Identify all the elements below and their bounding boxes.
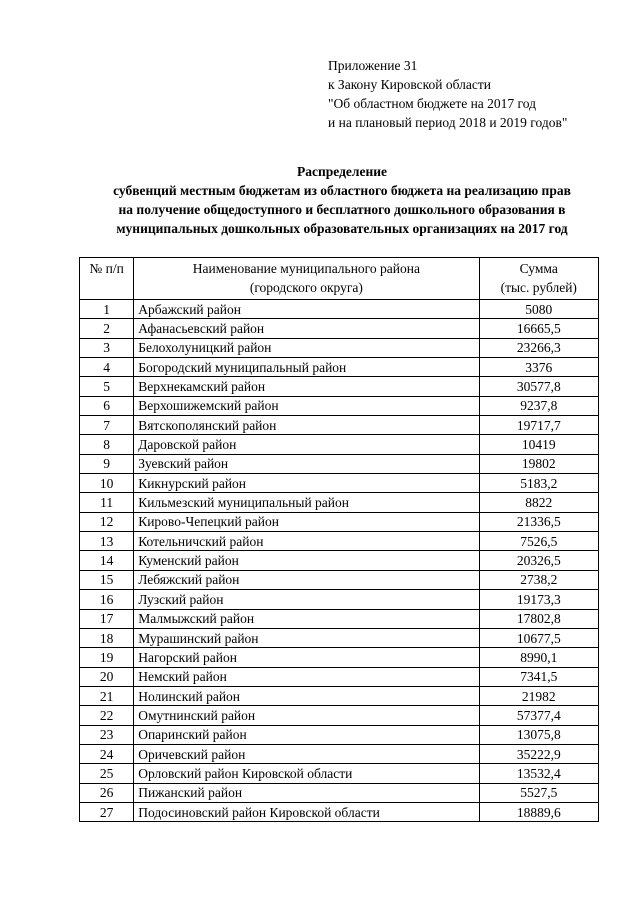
header-amount [479,258,598,300]
table-row [80,300,599,319]
district-name-cell: Котельничский район [134,532,479,551]
appendix-line: Приложение 31 [328,58,418,73]
appendix-reference [328,56,567,132]
table-row [80,802,599,821]
table-row [80,570,599,589]
row-number-cell: 4 [80,358,134,377]
table-row [80,744,599,763]
district-name-cell: Малмыжский район [134,609,479,628]
row-number-cell: 11 [80,493,134,512]
table-row [80,435,599,454]
table-row [80,667,599,686]
row-number-cell: 14 [80,551,134,570]
district-name-cell: Орловский район Кировской области [134,764,479,783]
row-number-cell: 25 [80,764,134,783]
table-row [80,454,599,473]
row-number-cell: 22 [80,706,134,725]
district-name-cell: Верхошижемский район [134,396,479,415]
table-row [80,706,599,725]
table-row [80,725,599,744]
amount-cell: 19173,3 [479,590,598,609]
amount-cell: 19802 [479,454,598,473]
row-number-cell: 23 [80,725,134,744]
table-body [80,300,599,822]
amount-cell: 7341,5 [479,667,598,686]
district-name-cell: Омутнинский район [134,706,479,725]
table-row [80,532,599,551]
amount-cell: 10677,5 [479,628,598,647]
amount-cell: 8822 [479,493,598,512]
amount-cell: 18889,6 [479,802,598,821]
row-number-cell: 26 [80,783,134,802]
district-name-cell: Кикнурский район [134,474,479,493]
row-number-cell: 18 [80,628,134,647]
row-number-cell: 16 [80,590,134,609]
amount-cell: 5080 [479,300,598,319]
amount-cell: 30577,8 [479,377,598,396]
amount-cell: 23266,3 [479,338,598,357]
table-row [80,764,599,783]
amount-cell: 16665,5 [479,319,598,338]
amount-cell: 21336,5 [479,512,598,531]
amount-cell: 7526,5 [479,532,598,551]
header-name-line2: (городского округа) [249,280,363,295]
district-name-cell: Нагорский район [134,648,479,667]
table-row [80,338,599,357]
row-number-cell: 19 [80,648,134,667]
header-district-name [134,258,479,300]
amount-cell: 10419 [479,435,598,454]
row-number-cell: 24 [80,744,134,763]
district-name-cell: Лебяжский район [134,570,479,589]
district-name-cell: Афанасьевский район [134,319,479,338]
table-row [80,377,599,396]
title-line: муниципальных дошкольных образовательных организациях на 2017 год [116,221,568,236]
row-number-cell: 8 [80,435,134,454]
district-name-cell: Подосиновский район Кировской области [134,802,479,821]
table-row [80,551,599,570]
title-line: субвенций местным бюджетам из областного бюджета на реализацию прав [113,183,571,198]
amount-cell: 9237,8 [479,396,598,415]
table-row [80,609,599,628]
amount-cell: 3376 [479,358,598,377]
district-name-cell: Нолинский район [134,686,479,705]
district-name-cell: Куменский район [134,551,479,570]
header-number-label: № п/п [89,261,124,276]
row-number-cell: 2 [80,319,134,338]
row-number-cell: 9 [80,454,134,473]
amount-cell: 2738,2 [479,570,598,589]
amount-cell: 20326,5 [479,551,598,570]
amount-cell: 19717,7 [479,416,598,435]
district-name-cell: Зуевский район [134,454,479,473]
amount-cell: 17802,8 [479,609,598,628]
amount-cell: 35222,9 [479,744,598,763]
row-number-cell: 20 [80,667,134,686]
appendix-line: и на плановый период 2018 и 2019 годов" [328,115,568,130]
district-name-cell: Кильмезский муниципальный район [134,493,479,512]
table-row [80,319,599,338]
table-row [80,648,599,667]
row-number-cell: 1 [80,300,134,319]
amount-cell: 5183,2 [479,474,598,493]
row-number-cell: 13 [80,532,134,551]
amount-cell: 13532,4 [479,764,598,783]
row-number-cell: 17 [80,609,134,628]
table-row [80,512,599,531]
row-number-cell: 12 [80,512,134,531]
table-row [80,686,599,705]
row-number-cell: 5 [80,377,134,396]
subvention-table [79,257,599,822]
table-row [80,358,599,377]
table-header-row [80,258,599,300]
district-name-cell: Немский район [134,667,479,686]
district-name-cell: Оричевский район [134,744,479,763]
district-name-cell: Верхнекамский район [134,377,479,396]
amount-cell: 21982 [479,686,598,705]
row-number-cell: 6 [80,396,134,415]
table-row [80,590,599,609]
amount-cell: 57377,4 [479,706,598,725]
district-name-cell: Арбажский район [134,300,479,319]
district-name-cell: Лузский район [134,590,479,609]
table-row [80,396,599,415]
amount-cell: 5527,5 [479,783,598,802]
district-name-cell: Кирово-Чепецкий район [134,512,479,531]
district-name-cell: Белохолуницкий район [134,338,479,357]
table-row [80,474,599,493]
appendix-line: к Закону Кировской области [328,77,492,92]
header-name-line1: Наименование муниципального района [192,261,420,276]
row-number-cell: 15 [80,570,134,589]
table-row [80,628,599,647]
district-name-cell: Опаринский район [134,725,479,744]
title-line: Распределение [296,164,388,179]
row-number-cell: 21 [80,686,134,705]
district-name-cell: Богородский муниципальный район [134,358,479,377]
appendix-line: "Об областном бюджете на 2017 год [328,96,536,111]
district-name-cell: Даровской район [134,435,479,454]
header-sum-line2: (тыс. рублей) [500,280,577,295]
header-number [80,258,134,300]
amount-cell: 13075,8 [479,725,598,744]
district-name-cell: Мурашинский район [134,628,479,647]
title-line: на получение общедоступного и бесплатного дошкольного образования в [118,202,566,217]
table-row [80,493,599,512]
document-title [40,162,640,238]
row-number-cell: 3 [80,338,134,357]
table-row [80,783,599,802]
header-sum-line1: Сумма [519,261,558,276]
amount-cell: 8990,1 [479,648,598,667]
district-name-cell: Пижанский район [134,783,479,802]
table-row [80,416,599,435]
row-number-cell: 7 [80,416,134,435]
row-number-cell: 10 [80,474,134,493]
row-number-cell: 27 [80,802,134,821]
district-name-cell: Вятскополянский район [134,416,479,435]
